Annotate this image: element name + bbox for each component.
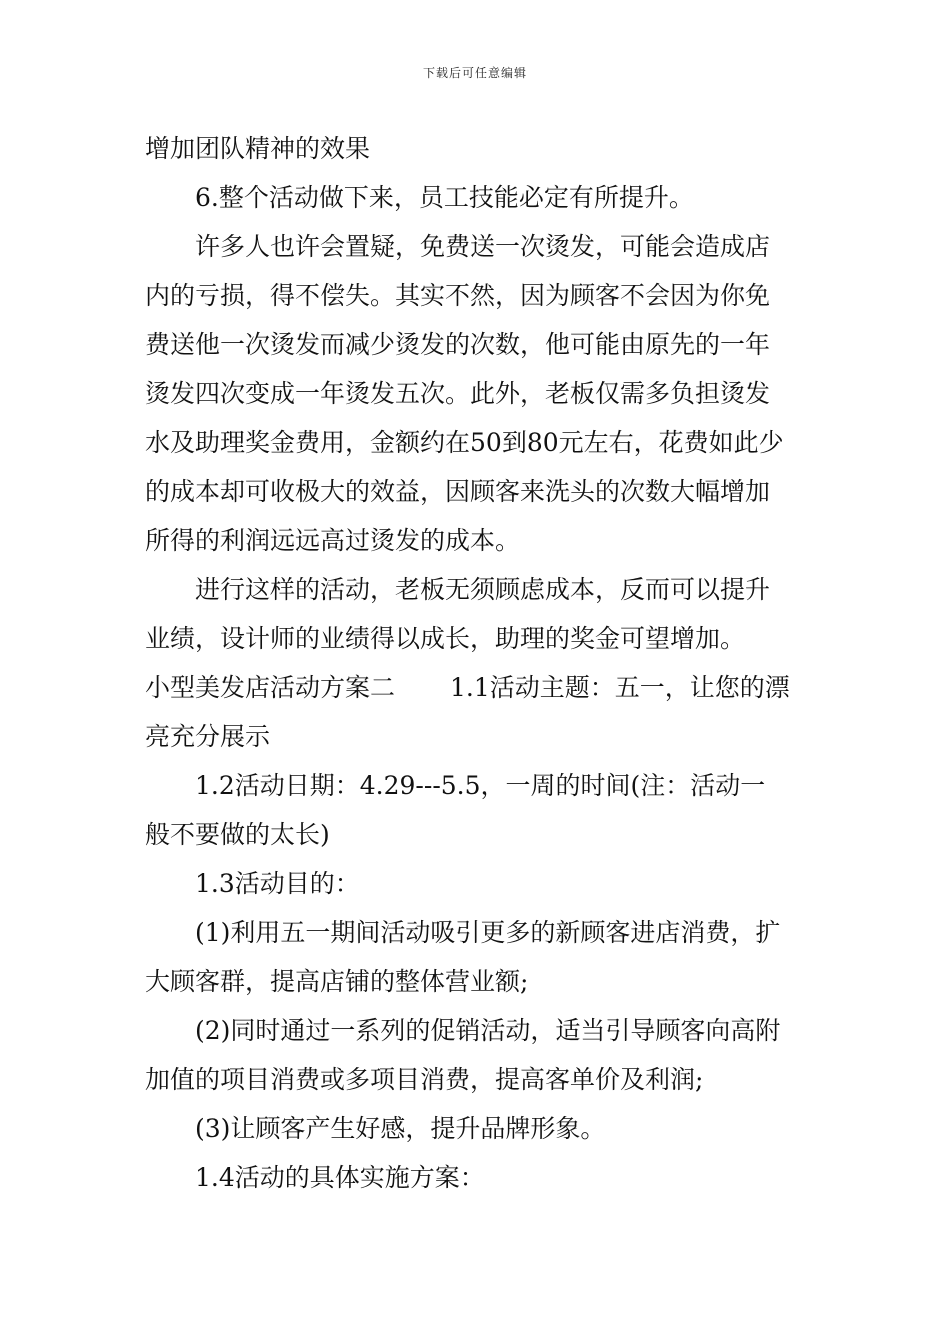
- paragraph-line: 所得的利润远远高过烫发的成本。: [145, 526, 521, 555]
- paragraph-line: 1.4活动的具体实施方案：: [195, 1163, 485, 1192]
- paragraph-line: 进行这样的活动，老板无须顾虑成本，反而可以提升: [195, 575, 771, 604]
- paragraph-line: 许多人也许会置疑，免费送一次烫发，可能会造成店: [195, 232, 771, 261]
- paragraph-line: 1.1活动主题：五一，让您的漂: [450, 673, 790, 702]
- paragraph-line: 内的亏损，得不偿失。其实不然，因为顾客不会因为你免: [145, 281, 771, 310]
- paragraph-line: 加值的项目消费或多项目消费，提高客单价及利润;: [145, 1065, 704, 1094]
- page-header: 下载后可任意编辑: [422, 66, 527, 80]
- paragraph-line: 大顾客群，提高店铺的整体营业额;: [145, 967, 529, 996]
- paragraph-line: 的成本却可收极大的效益，因顾客来洗头的次数大幅增加: [145, 477, 771, 506]
- paragraph-line: 业绩，设计师的业绩得以成长，助理的奖金可望增加。: [145, 624, 746, 653]
- paragraph-line: 增加团队精神的效果: [145, 134, 371, 163]
- paragraph-line: (3)让顾客产生好感，提升品牌形象。: [195, 1114, 606, 1143]
- paragraph-line: 水及助理奖金费用，金额约在50到80元左右，花费如此少: [145, 428, 784, 457]
- section-title-line: [145, 663, 805, 712]
- paragraph-line: 亮充分展示: [145, 722, 271, 751]
- paragraph-line: 1.2活动日期：4.29---5.5，一周的时间(注：活动一: [195, 771, 766, 800]
- document-body: [145, 124, 805, 1202]
- paragraph-line: 般不要做的太长): [145, 820, 330, 849]
- section-title: 小型美发店活动方案二: [145, 673, 396, 702]
- paragraph-line: 费送他一次烫发而减少烫发的次数，他可能由原先的一年: [145, 330, 771, 359]
- paragraph-line: 烫发四次变成一年烫发五次。此外，老板仅需多负担烫发: [145, 379, 771, 408]
- paragraph-line: (1)利用五一期间活动吸引更多的新顾客进店消费，扩: [195, 918, 781, 947]
- paragraph-line: 6.整个活动做下来，员工技能必定有所提升。: [195, 183, 694, 212]
- paragraph-line: (2)同时通过一系列的促销活动，适当引导顾客向高附: [195, 1016, 781, 1045]
- paragraph-line: 1.3活动目的：: [195, 869, 360, 898]
